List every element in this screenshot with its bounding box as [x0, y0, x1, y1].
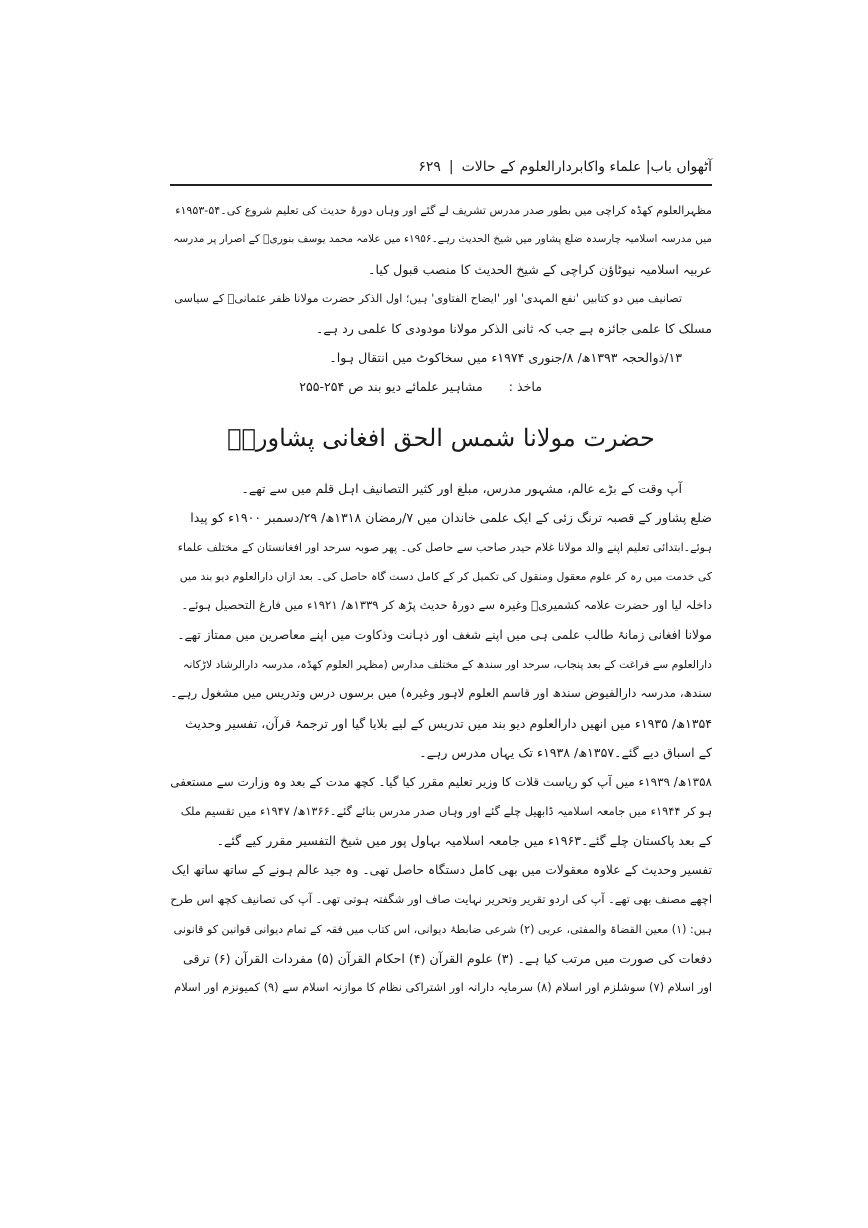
- text-line: سندھ، مدرسہ دارالفیوض سندھ اور قاسم العلوم لاہور وغیرہ) میں برسوں درس وتدریس میں مشغول رہے۔: [170, 686, 712, 701]
- text-line: عربیہ اسلامیہ نیوٹاؤن کراچی کے شیخ الحدیث کا منصب قبول کیا۔: [368, 261, 712, 277]
- section-heading: حضرت مولانا شمس الحق افغانی پشاوریؒ: [227, 423, 655, 452]
- text-line: میں مدرسہ اسلامیہ چارسدہ ضلع پشاور میں شیخ الحدیث رہے۔۱۹۵۶ء میں علامہ محمد یوسف بنوریؒ کے اصرار پر مدرسہ: [173, 233, 712, 246]
- text-line: اچھے مصنف بھی تھے۔ آپ کی اردو تقریر وتحریر نہایت صاف اور شگفتہ ہوتی تھی۔ آپ کی تصانیف کچھ اس طرح: [170, 892, 712, 907]
- page-body: [170, 196, 712, 1003]
- text-line: ۱۳۵۴ھ/ ۱۹۳۵ء میں انھیں دارالعلوم دیو بند میں تدریس کے لیے بلایا گیا اور ترجمۂ قرآن، تفسیر وحدیث: [185, 715, 712, 731]
- text-line: ۱۳۵۸ھ/ ۱۹۳۹ء میں آپ کو ریاست قلات کا وزیر تعلیم مقرر کیا گیا۔ کچھ مدت کے بعد وہ وزارت سے مستعفی: [170, 774, 712, 789]
- source-text: مشاہیر علمائے دیو بند ص ۲۵۴-۲۵۵: [299, 379, 483, 395]
- page-number: ۶۲۹: [418, 159, 441, 175]
- text-line: ہوئے۔ابتدائی تعلیم اپنے والد مولانا غلام حیدر صاحب سے حاصل کی۔ پھر صوبہ سرحد اور افغانستان کے مختلف علماء: [177, 540, 712, 554]
- text-line: دارالعلوم سے فراغت کے بعد پنجاب، سرحد اور سندھ کے مختلف مدارس (مظہر العلوم کھڈہ، مدرسہ دارالرشاد لاڑکانہ: [183, 658, 712, 672]
- text-line: اور اسلام (۷) سوشلزم اور اسلام (۸) سرمایہ دارانہ اور اشتراکی نظام کا موازنہ اسلام سے (۹) کمیونزم اور اسلام: [174, 980, 712, 995]
- text-line: تفسیر وحدیث کے علاوہ معقولات میں بھی کامل دستگاہ حاصل تھی۔ وہ جید عالم ہونے کے ساتھ ساتھ ایک: [171, 862, 712, 877]
- text-line: ہو کر ۱۹۴۴ء میں جامعہ اسلامیہ ڈابھیل چلے گئے اور وہاں صدر مدرس بنائے گئے۔۱۳۶۶ھ/ ۱۹۴۷ء میں تقسیم ملک: [180, 804, 712, 819]
- text-line: دفعات کی صورت میں مرتب کیا ہے۔ (۳) علوم القرآن (۴) احکام القرآن (۵) مفردات القرآن (۶) ترقی: [182, 950, 712, 966]
- running-header-title: آٹھواں باب| علماء واکابردارالعلوم کے حالات: [461, 159, 712, 175]
- text-line: داخلہ لیا اور حضرت علامہ کشمیریؒ وغیرہ سے دورۂ حدیث پڑھ کر ۱۳۳۹ھ/ ۱۹۲۱ء میں فارغ التحصیل ہوئے۔: [181, 598, 712, 613]
- source-label: ماخذ :: [508, 379, 542, 395]
- text-line: آپ وقت کے بڑے عالم، مشہور مدرس، مبلغ اور کثیر التصانیف اہل قلم میں سے تھے۔: [241, 480, 682, 496]
- text-line: ضلع پشاور کے قصبہ ترنگ زئی کے ایک علمی خاندان میں ۷/رمضان ۱۳۱۸ھ/ ۲۹/دسمبر ۱۹۰۰ء کو پیدا: [190, 510, 712, 526]
- spacer: [170, 402, 712, 416]
- text-line: ہیں: (۱) معین القضاۃ والمفتی، عربی (۲) شرعی ضابطۂ دیوانی، اس کتاب میں فقہ کے تمام دیوانی قوانین کو قانونی: [173, 922, 712, 936]
- source-citation: [170, 372, 712, 401]
- spacer: [170, 460, 712, 474]
- text-line: ۱۳/ذوالحجہ ۱۳۹۳ھ/ ۸/جنوری ۱۹۷۴ء میں سخاکوٹ میں انتقال ہوا۔: [329, 349, 682, 365]
- header-separator: |: [448, 159, 454, 175]
- text-line: مظہرالعلوم کھڈہ کراچی میں بطور صدر مدرس تشریف لے گئے اور وہاں دورۂ حدیث کی تعلیم شروع کی۔۵۴-۱۹۵۳ء: [175, 204, 712, 217]
- header-rule: [170, 184, 712, 186]
- text-line: کے اسباق دیے گئے۔۱۳۵۷ھ/ ۱۹۳۸ء تک یہاں مدرس رہے۔: [419, 745, 712, 761]
- text-line: مولانا افغانی زمانۂ طالب علمی ہی میں اپنے شغف اور ذہانت وذکاوت میں اپنے معاصرین میں ممتاز تھے۔: [177, 627, 712, 642]
- text-line: مسلک کا علمی جائزہ ہے جب کہ ثانی الذکر مولانا مودودی کا علمی رد ہے۔: [315, 320, 712, 336]
- text-line: کی خدمت میں رہ کر علوم معقول ومنقول کی تکمیل کر کے کامل دست گاہ حاصل کی۔ بعد ازاں دارالعلوم دیو بند میں: [179, 569, 712, 583]
- text-line: تصانیف میں دو کتابیں 'نفع المہدی' اور 'ایضاح الفتاوی' ہیں؛ اول الذکر حضرت مولانا ظفر عثمانیؒ کے سیاسی: [174, 292, 682, 306]
- running-header: [170, 152, 712, 182]
- text-line: کے بعد پاکستان چلے گئے۔۱۹۶۳ء میں جامعہ اسلامیہ بہاول پور میں شیخ التفسیر مقرر کیے گئے۔: [216, 833, 712, 849]
